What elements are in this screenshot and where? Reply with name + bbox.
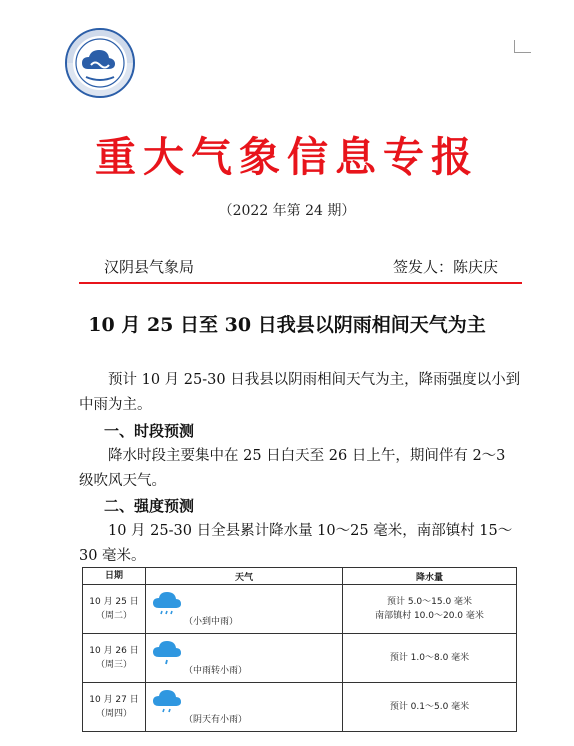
page-corner-mark: [514, 40, 531, 53]
cma-logo-icon: [64, 27, 136, 99]
rainfall-text: 预计 0.1～5.0 毫米: [389, 702, 470, 712]
weather-cell: [146, 683, 343, 732]
rainfall-cell: [343, 634, 517, 683]
weekday-text: （周三）: [95, 660, 132, 670]
table-row: [83, 634, 517, 683]
rain-cloud-icon: [152, 689, 182, 715]
table-row: [83, 683, 517, 732]
table-row: [83, 585, 517, 634]
red-divider: [79, 282, 522, 284]
weekday-text: （周四）: [95, 709, 132, 719]
weather-text: （小到中雨）: [184, 617, 239, 627]
section2-heading: 二、强度预测: [104, 497, 195, 515]
date-cell: [83, 585, 146, 634]
rainfall-cell: [343, 683, 517, 732]
weekday-text: （周二）: [95, 611, 132, 621]
date-text: 10 月 27 日: [89, 695, 139, 705]
date-cell: [83, 683, 146, 732]
header-rainfall: 降水量: [343, 568, 517, 585]
forecast-table: [82, 567, 517, 732]
header-weather: 天气: [146, 568, 343, 585]
weather-cell: [146, 634, 343, 683]
issue-number: （2022 年第 24 期）: [218, 203, 356, 219]
table-header-row: [83, 568, 517, 585]
section1-paragraph: 降水时段主要集中在 25 日白天至 26 日上午，期间伴有 2～3 级吹风天气。: [79, 448, 506, 489]
weather-text: （阴天有小雨）: [184, 715, 248, 725]
issuer-name: 汉阴县气象局: [104, 258, 195, 276]
date-cell: [83, 634, 146, 683]
rain-cloud-icon: [152, 591, 182, 617]
weather-text: （中雨转小雨）: [184, 666, 248, 676]
rainfall-cell: [343, 585, 517, 634]
signer-name: 签发人：陈庆庆: [393, 258, 499, 276]
rainfall-text: 预计 5.0～15.0 毫米: [386, 597, 473, 607]
rainfall-text: 预计 1.0～8.0 毫米: [389, 653, 470, 663]
header-date: 日期: [83, 568, 146, 585]
section1-heading: 一、时段预测: [104, 422, 195, 440]
headline: 10 月 25 日至 30 日我县以阴雨相间天气为主: [88, 314, 486, 336]
date-text: 10 月 26 日: [89, 646, 139, 656]
rain-cloud-icon: [152, 640, 182, 666]
report-title: 重大气象信息专报: [95, 133, 479, 181]
date-text: 10 月 25 日: [89, 597, 139, 607]
intro-paragraph: 预计 10 月 25-30 日我县以阴雨相间天气为主，降雨强度以小到中雨为主。: [79, 372, 521, 413]
rainfall-south-text: 南部镇村 10.0～20.0 毫米: [375, 611, 484, 621]
section2-paragraph: 10 月 25-30 日全县累计降水量 10～25 毫米，南部镇村 15～30 毫米。: [79, 523, 513, 564]
weather-cell: [146, 585, 343, 634]
